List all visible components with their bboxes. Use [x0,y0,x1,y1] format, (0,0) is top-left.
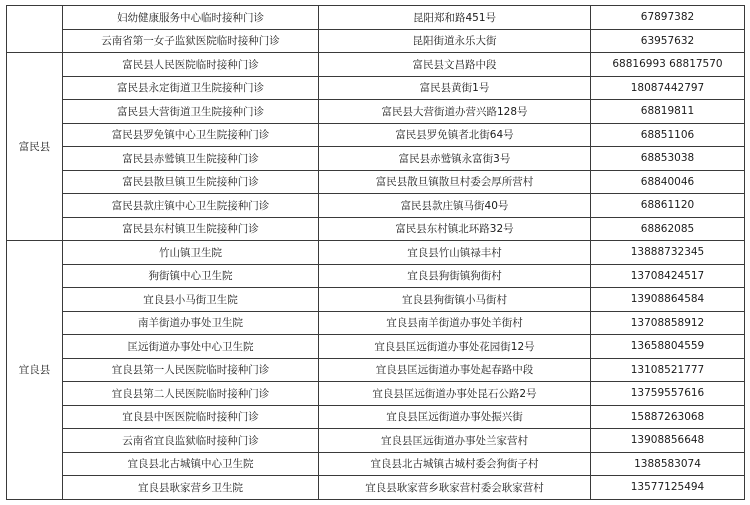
clinic-address-cell: 昆阳街道永乐大街 [319,29,591,53]
clinic-phone-cell: 68819811 [591,100,745,124]
table-row [7,53,745,77]
clinic-name-cell: 富民县散旦镇卫生院接种门诊 [63,170,319,194]
clinic-address-cell: 富民县文昌路中段 [319,53,591,77]
table-row [7,288,745,312]
clinic-name-cell: 宜良县北古城镇中心卫生院 [63,452,319,476]
clinic-name-cell: 云南省第一女子监狱医院临时接种门诊 [63,29,319,53]
clinic-address-cell: 宜良县耿家营乡耿家营村委会耿家营村 [319,476,591,500]
clinic-address-cell: 宜良县匡远街道办事处花园街12号 [319,335,591,359]
clinic-address-cell: 宜良县匡远街道办事处昆石公路2号 [319,382,591,406]
clinic-phone-cell: 68851106 [591,123,745,147]
clinic-phone-cell: 13759557616 [591,382,745,406]
clinic-name-cell: 妇幼健康服务中心临时接种门诊 [63,6,319,30]
table-row [7,358,745,382]
table-row [7,170,745,194]
clinic-phone-cell: 13108521777 [591,358,745,382]
clinic-address-cell: 宜良县竹山镇禄丰村 [319,241,591,265]
region-cell: 富民县 [7,53,63,241]
table-row [7,217,745,241]
table-row [7,194,745,218]
clinic-address-cell: 富民县大营街道办营兴路128号 [319,100,591,124]
table-row [7,147,745,171]
table-row [7,335,745,359]
clinic-name-cell: 宜良县第二人民医院临时接种门诊 [63,382,319,406]
clinic-address-cell: 富民县黄街1号 [319,76,591,100]
clinic-phone-cell: 13888732345 [591,241,745,265]
clinic-name-cell: 匡远街道办事处中心卫生院 [63,335,319,359]
clinic-phone-cell: 68816993 68817570 [591,53,745,77]
table-row [7,311,745,335]
clinic-address-cell: 宜良县匡远街道办事处兰家营村 [319,429,591,453]
clinic-phone-cell: 13908864584 [591,288,745,312]
clinic-name-cell: 富民县款庄镇中心卫生院接种门诊 [63,194,319,218]
clinic-name-cell: 富民县赤鹫镇卫生院接种门诊 [63,147,319,171]
table-row [7,76,745,100]
table-row [7,123,745,147]
clinic-phone-cell: 13908856648 [591,429,745,453]
clinic-name-cell: 宜良县耿家营乡卫生院 [63,476,319,500]
clinic-address-cell: 宜良县狗街镇狗街村 [319,264,591,288]
clinic-phone-cell: 68862085 [591,217,745,241]
clinic-address-cell: 富民县东村镇北环路32号 [319,217,591,241]
vaccination-clinic-table [6,5,745,500]
table-row [7,429,745,453]
table-row [7,6,745,30]
clinic-name-cell: 竹山镇卫生院 [63,241,319,265]
clinic-name-cell: 宜良县第一人民医院临时接种门诊 [63,358,319,382]
table-row [7,29,745,53]
table-row [7,476,745,500]
empty-region-cell [7,6,63,53]
clinic-address-cell: 宜良县狗街镇小马街村 [319,288,591,312]
clinic-address-cell: 富民县罗免镇者北街64号 [319,123,591,147]
region-cell: 宜良县 [7,241,63,500]
clinic-phone-cell: 18087442797 [591,76,745,100]
clinic-phone-cell: 13708858912 [591,311,745,335]
clinic-address-cell: 宜良县匡远街道办事处振兴街 [319,405,591,429]
clinic-name-cell: 南羊街道办事处卫生院 [63,311,319,335]
clinic-name-cell: 狗街镇中心卫生院 [63,264,319,288]
clinic-name-cell: 云南省宜良监狱临时接种门诊 [63,429,319,453]
table-row [7,241,745,265]
clinic-address-cell: 昆阳郑和路451号 [319,6,591,30]
table-row [7,100,745,124]
clinic-address-cell: 富民县散旦镇散旦村委会厚所营村 [319,170,591,194]
clinic-address-cell: 宜良县匡远街道办事处起春路中段 [319,358,591,382]
table-row [7,405,745,429]
clinic-name-cell: 富民县东村镇卫生院接种门诊 [63,217,319,241]
clinic-name-cell: 富民县永定街道卫生院接种门诊 [63,76,319,100]
table-row [7,452,745,476]
clinic-name-cell: 富民县人民医院临时接种门诊 [63,53,319,77]
clinic-phone-cell: 67897382 [591,6,745,30]
clinic-address-cell: 宜良县北古城镇古城村委会狗街子村 [319,452,591,476]
clinic-phone-cell: 13577125494 [591,476,745,500]
clinic-phone-cell: 1388583074 [591,452,745,476]
table-body [7,6,745,500]
clinic-phone-cell: 13658804559 [591,335,745,359]
clinic-name-cell: 富民县大营街道卫生院接种门诊 [63,100,319,124]
clinic-name-cell: 宜良县小马街卫生院 [63,288,319,312]
clinic-phone-cell: 15887263068 [591,405,745,429]
clinic-name-cell: 宜良县中医医院临时接种门诊 [63,405,319,429]
table-row [7,264,745,288]
clinic-address-cell: 宜良县南羊街道办事处羊街村 [319,311,591,335]
clinic-phone-cell: 63957632 [591,29,745,53]
clinic-phone-cell: 68840046 [591,170,745,194]
clinic-address-cell: 富民县赤鹫镇永富街3号 [319,147,591,171]
clinic-address-cell: 富民县款庄镇马街40号 [319,194,591,218]
table-row [7,382,745,406]
clinic-phone-cell: 68861120 [591,194,745,218]
clinic-phone-cell: 13708424517 [591,264,745,288]
clinic-name-cell: 富民县罗免镇中心卫生院接种门诊 [63,123,319,147]
clinic-phone-cell: 68853038 [591,147,745,171]
